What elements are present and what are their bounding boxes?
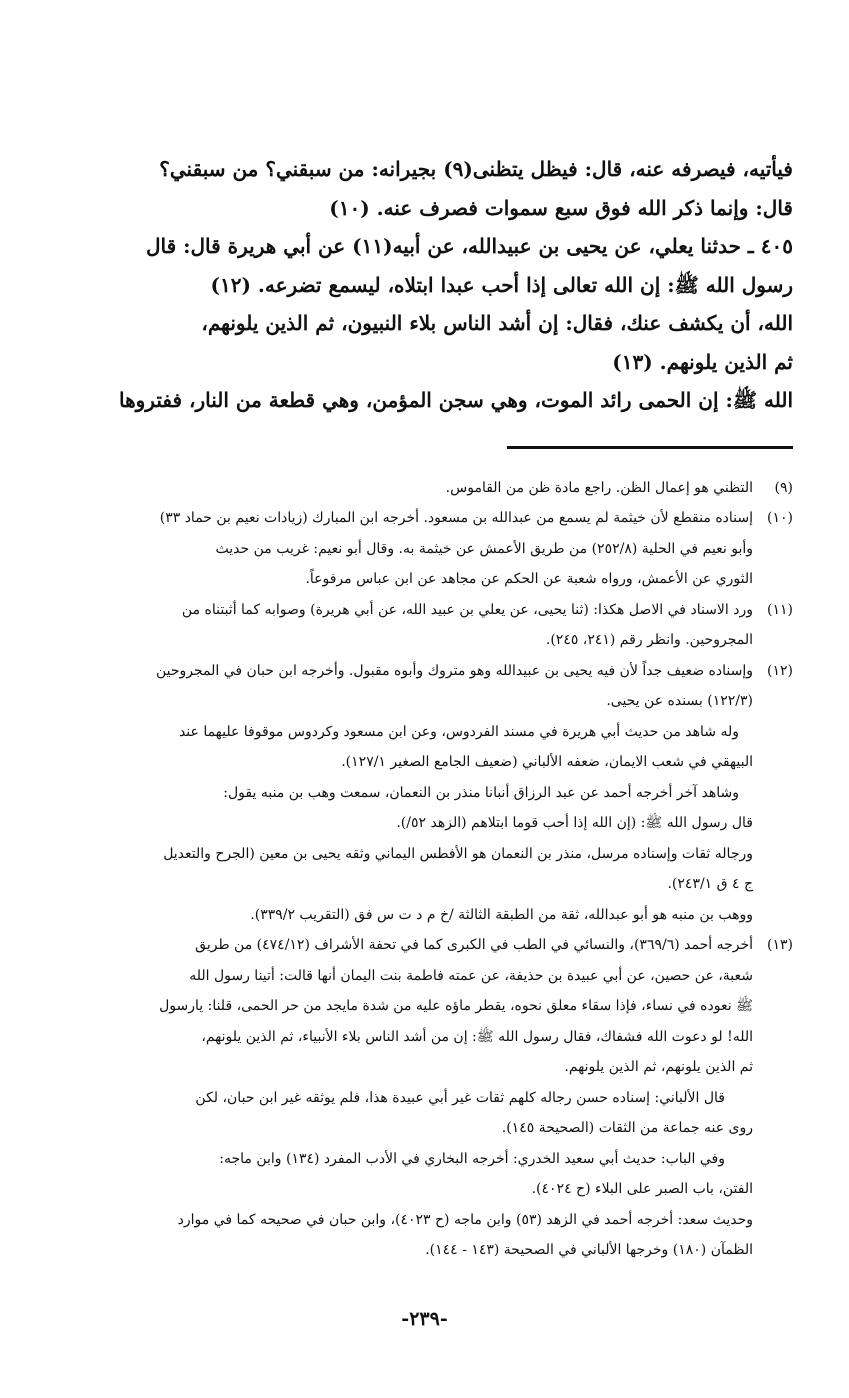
footnote-number: (١٢): [767, 662, 793, 679]
footnote-line: وفي الباب: حديث أبي سعيد الخدري: أخرجه البخاري في الأدب المفرد (١٣٤) وابن ماجه:: [219, 1150, 725, 1167]
footnote-line: شعبة، عن حصين، عن أبي عبيدة بن حذيفة، عن عمته فاطمة بنت اليمان أنها قالت: أتينا رسول الله: [189, 967, 753, 984]
footnote-line: ورد الاسناد في الاصل هكذا: (ثنا يحيى، عن يعلي بن عبيد الله، عن أبي هريرة) وصوابه كما أثبتناه من: [181, 601, 753, 618]
footnote-number: (١٠): [767, 510, 793, 526]
footnote-line: وحديث سعد: أخرجه أحمد في الزهد (٥٣) وابن ماجه (ح ٤٠٢٣)، وابن حبان في صحيحه كما في موارد: [177, 1211, 753, 1228]
footnote-11: [100, 595, 793, 656]
footnote-line: الثوري عن الأعمش، ورواه شعبة عن الحكم عن مجاهد عن ابن عباس مرفوعاً.: [305, 571, 753, 587]
footnote-number: (١١): [767, 601, 793, 618]
footnote-line: قال الألباني: إسناده حسن رجاله كلهم ثقات غير أبي عبيدة هذا، فلم يوثقه غير ابن حبان، لكن: [195, 1089, 725, 1106]
footnote-line: المجروحين. وانظر رقم (٢٤١، ٢٤٥).: [545, 632, 753, 648]
main-line: قال: وإنما ذكر الله فوق سبع سموات فصرف عنه. (١٠): [329, 195, 793, 220]
footnote-number: (٩): [774, 479, 793, 496]
footnote-continuation: قال رسول الله ﷺ: (إن الله إذا أحب قوما ابتلاهم (الزهد ٥٢/).: [396, 815, 753, 831]
footnote-continuation: البيهقي في شعب الايمان، ضعفه الألباني (ضعيف الجامع الصغير ١٢٧/١).: [341, 754, 753, 770]
footnotes: [100, 473, 793, 1266]
footnote-line: إسناده منقطع لأن خيثمة لم يسمع من عبدالله بن مسعود. أخرجه ابن المبارك (زيادات نعيم بن حماد ٣٣): [159, 510, 753, 526]
footnote-separator: [507, 446, 793, 449]
main-line: الله ﷺ: إن الحمى رائد الموت، وهي سجن المؤمن، وهي قطعة من النار، ففتروها: [119, 388, 793, 412]
footnote-line: الله! لو دعوت الله فشفاك، فقال رسول الله ﷺ: إن من أشد الناس بلاء الأنبياء، ثم الذين يلونهم،: [201, 1028, 753, 1045]
footnote-line: وأبو نعيم في الحلية (٢٥٢/٨) من طريق الأعمش عن خيثمة به. وقال أبو نعيم: غريب من حديث: [215, 540, 753, 557]
main-text: [100, 150, 793, 420]
footnote-continuation: وله شاهد من حديث أبي هريرة في مسند الفردوس، وعن ابن مسعود وكردوس موقوفا عليهما عند: [178, 723, 739, 740]
footnote-line: ﷺ نعوده في نساء، فإذا سقاء معلق نحوه، يقطر ماؤه عليه من شدة مايجد من حر الحمى، قلنا: يارسول: [159, 998, 753, 1014]
footnote-line: وإسناده ضعيف جداً لأن فيه يحيى بن عبيدالله وهو متروك وأبوه مقبول. وأخرجه ابن حبان في المجروحين: [155, 662, 753, 679]
main-line: الله، أن يكشف عنك، فقال: إن أشد الناس بلاء النبيون، ثم الذين يلونهم،: [201, 311, 793, 335]
main-line: فيأتيه، فيصرفه عنه، قال: فيظل يتظنى(٩) بجيرانه: من سبقني؟ من سبقني؟: [159, 157, 793, 181]
footnote-line: (١٢٢/٣) بسنده عن يحيى.: [606, 693, 753, 709]
main-line: ثم الذين يلونهم. (١٣): [612, 349, 793, 374]
footnote-line: الظمآن (١٨٠) وخرجها الألباني في الصحيحة (١٤٣ - ١٤٤).: [425, 1242, 753, 1258]
footnote-12: [100, 656, 793, 717]
footnote-line: التظني هو إعمال الظن. راجع مادة ظن من القاموس.: [445, 479, 753, 496]
footnote-continuation: ورجاله ثقات وإسناده مرسل، منذر بن النعمان هو الأفطس اليماني وثقه يحيى بن معين (الجرح والتعديل: [163, 845, 753, 862]
footnote-line: أخرجه أحمد (٣٦٩/٦)، والنسائي في الطب في الكبرى كما في تحفة الأشراف (٤٧٤/١٢) من طريق: [195, 937, 753, 953]
footnote-continuation: وشاهد آخر أخرجه أحمد عن عبد الرزاق أنبانا منذر بن النعمان، سمعت وهب بن منبه يقول:: [223, 784, 739, 801]
book-page: [100, 150, 793, 1266]
footnote-line: روى عنه جماعة من الثقات (الصحيحة ١٤٥).: [501, 1120, 753, 1136]
main-line: ٤٠٥ ـ حدثنا يعلي، عن يحيى بن عبيدالله، عن أبيه(١١) عن أبي هريرة قال: قال: [145, 234, 793, 258]
footnote-continuation: ووهب بن منبه هو أبو عبدالله، ثقة من الطبقة الثالثة /خ م د ت س فق (التقريب ٣٣٩/٢).: [250, 906, 753, 923]
footnote-number: (١٣): [767, 937, 793, 953]
page-number: -٢٣٩-: [401, 1308, 448, 1330]
footnote-9: [100, 473, 793, 504]
footnote-10: [100, 503, 793, 595]
footnote-line: ثم الذين يلونهم، ثم الذين يلونهم.: [564, 1059, 753, 1075]
footnote-13: [100, 930, 793, 1266]
main-line: رسول الله ﷺ: إن الله تعالى إذا أحب عبدا ابتلاه، ليسمع تضرعه. (١٢): [210, 272, 793, 297]
footnote-continuation: ج ٤ ق ٢٤٣/١).: [667, 876, 753, 892]
footnote-line: الفتن، باب الصبر على البلاء (ح ٤٠٢٤).: [531, 1181, 753, 1197]
